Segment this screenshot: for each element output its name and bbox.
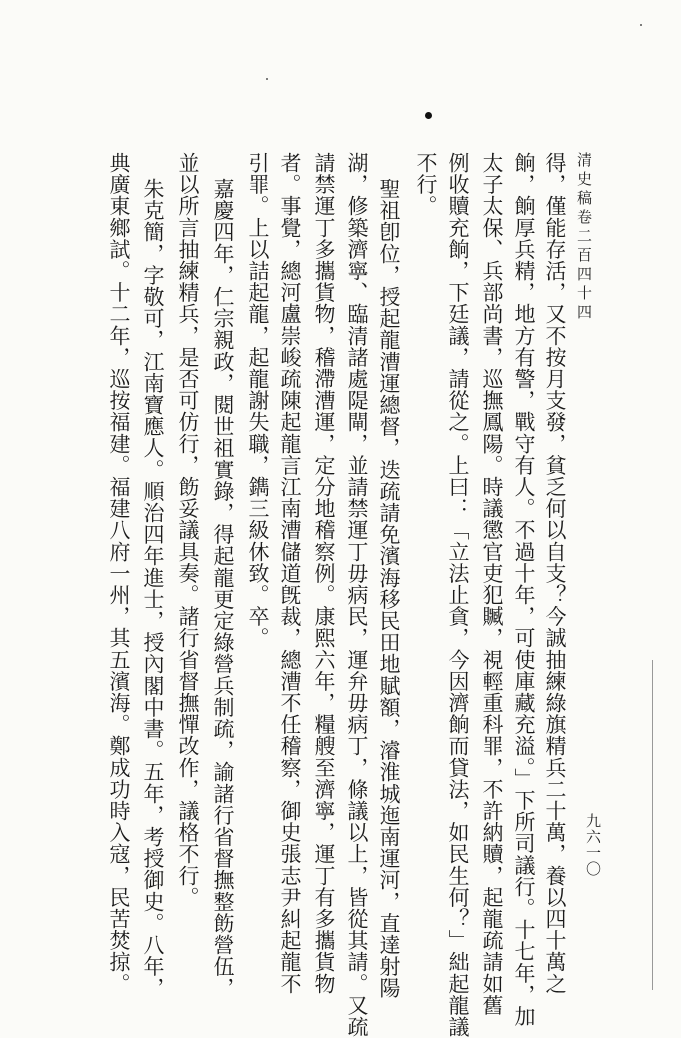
text-column: 太子太保、兵部尚書，巡撫鳳陽。時議懲官吏犯贓，視輕重科罪，不許納贖，起龍疏請如舊 (480, 152, 504, 1016)
section-bullet-mark (425, 112, 432, 119)
text-column: 請禁運丁多攜貨物，稽滯漕運，定分地稽察例。康熙六年，糧艘至濟寧，運丁有多攜貨物 (312, 152, 336, 995)
text-column: 餉，餉厚兵精，地方有警，戰守有人。不過十年，可使庫藏充溢。」下所司議行。十七年，加 (512, 152, 536, 1028)
text-column: 典廣東鄉試。十二年，巡按福建。福建八府一州，其五濱海。鄭成功時入寇，民苦焚掠。 (107, 152, 131, 995)
text-column: 者。事覺，總河盧崇峻疏陳起龍言江南漕儲道旣裁，總漕不任稽察，御史張志尹糾起龍不 (278, 152, 302, 995)
text-column: 得，僅能存活，又不按月支發，貧乏何以自支？今誠抽練綠旗精兵二十萬，養以四十萬之 (543, 152, 567, 995)
scan-speck (640, 24, 642, 26)
text-column: 聖祖卽位，授起龍漕運總督，迭疏請免濱海移民田地賦額，濬淮城迤南運河，直達射陽 (377, 178, 401, 999)
page-number: 九六一〇 (584, 813, 602, 877)
running-header-title: 清史稿卷二百四十四 (575, 152, 593, 323)
text-column: 不行。 (414, 152, 438, 217)
text-column: 湖，修築濟寧、臨清諸處隄閘，並請禁運丁毋病民，運弁毋病丁，條議以上，皆從其請。又疏 (345, 152, 369, 1038)
text-column: 嘉慶四年，仁宗親政，閱世祖實錄，得起龍更定綠營兵制疏，諭諸行省督撫整飭營伍， (211, 178, 235, 999)
text-column: 例收贖充餉，下廷議，請從之。上曰：「立法止貪，今因濟餉而貸法，如民生何？」絀起龍議 (446, 152, 470, 1038)
text-column: 引罪。上以詰起龍，起龍謝失職，鐫三級休致。卒。 (246, 152, 270, 649)
text-column: 並以所言抽練精兵，是否可仿行，飭妥議具奏。諸行省督撫憚改作，議格不行。 (176, 152, 200, 908)
text-column: 朱克簡，字敬可，江南寶應人。順治四年進士，授內閣中書。五年，考授御史。八年， (141, 178, 165, 999)
scan-speck (266, 78, 268, 80)
scan-line-artifact (652, 660, 653, 990)
